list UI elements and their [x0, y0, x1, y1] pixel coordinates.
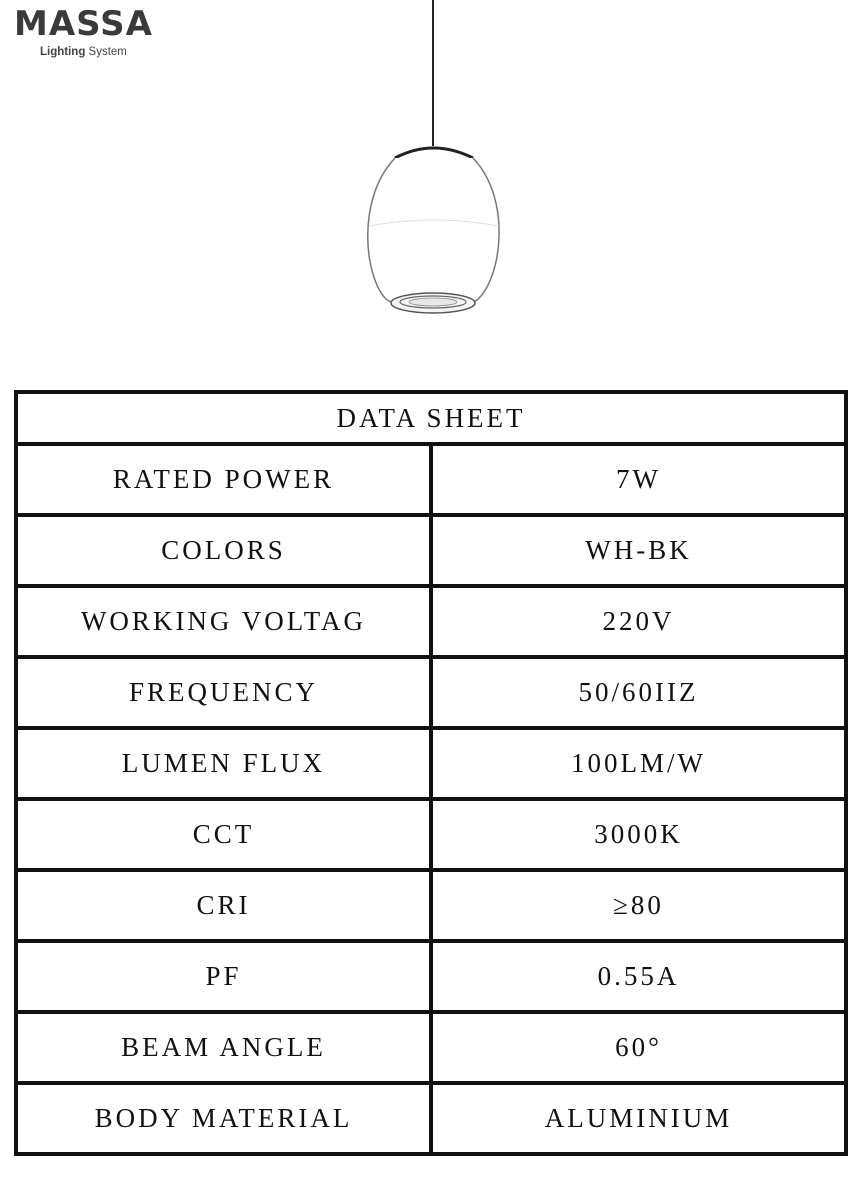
- spec-value: 3000K: [431, 799, 846, 870]
- spec-label: BODY MATERIAL: [16, 1083, 431, 1154]
- spec-label: LUMEN FLUX: [16, 728, 431, 799]
- brand-logo: [14, 6, 184, 58]
- spec-label: RATED POWER: [16, 444, 431, 515]
- spec-value: 7W: [431, 444, 846, 515]
- spec-label: BEAM ANGLE: [16, 1012, 431, 1083]
- table-row: [16, 941, 846, 1012]
- pendant-lamp-icon: [355, 0, 515, 330]
- spec-value: 220V: [431, 586, 846, 657]
- spec-label: FREQUENCY: [16, 657, 431, 728]
- table-row: [16, 444, 846, 515]
- data-sheet-title: DATA SHEET: [16, 392, 846, 444]
- spec-value: 50/60IIZ: [431, 657, 846, 728]
- table-row: [16, 1083, 846, 1154]
- brand-tagline-bold: Lighting: [40, 46, 86, 58]
- spec-value: ALUMINIUM: [431, 1083, 846, 1154]
- table-row: [16, 728, 846, 799]
- data-sheet-header-row: [16, 392, 846, 444]
- spec-label: CCT: [16, 799, 431, 870]
- spec-label: CRI: [16, 870, 431, 941]
- brand-tagline-rest: System: [88, 46, 127, 58]
- spec-value: ≥80: [431, 870, 846, 941]
- spec-value: 0.55A: [431, 941, 846, 1012]
- spec-label: PF: [16, 941, 431, 1012]
- spec-value: 60°: [431, 1012, 846, 1083]
- table-row: [16, 586, 846, 657]
- spec-value: WH-BK: [431, 515, 846, 586]
- table-row: [16, 657, 846, 728]
- spec-value: 100LM/W: [431, 728, 846, 799]
- table-row: [16, 870, 846, 941]
- brand-tagline: [40, 46, 184, 58]
- brand-name: MASSA: [14, 4, 153, 44]
- spec-label: WORKING VOLTAG: [16, 586, 431, 657]
- table-row: [16, 799, 846, 870]
- table-row: [16, 1012, 846, 1083]
- table-row: [16, 515, 846, 586]
- data-sheet-table: [14, 390, 848, 1156]
- spec-label: COLORS: [16, 515, 431, 586]
